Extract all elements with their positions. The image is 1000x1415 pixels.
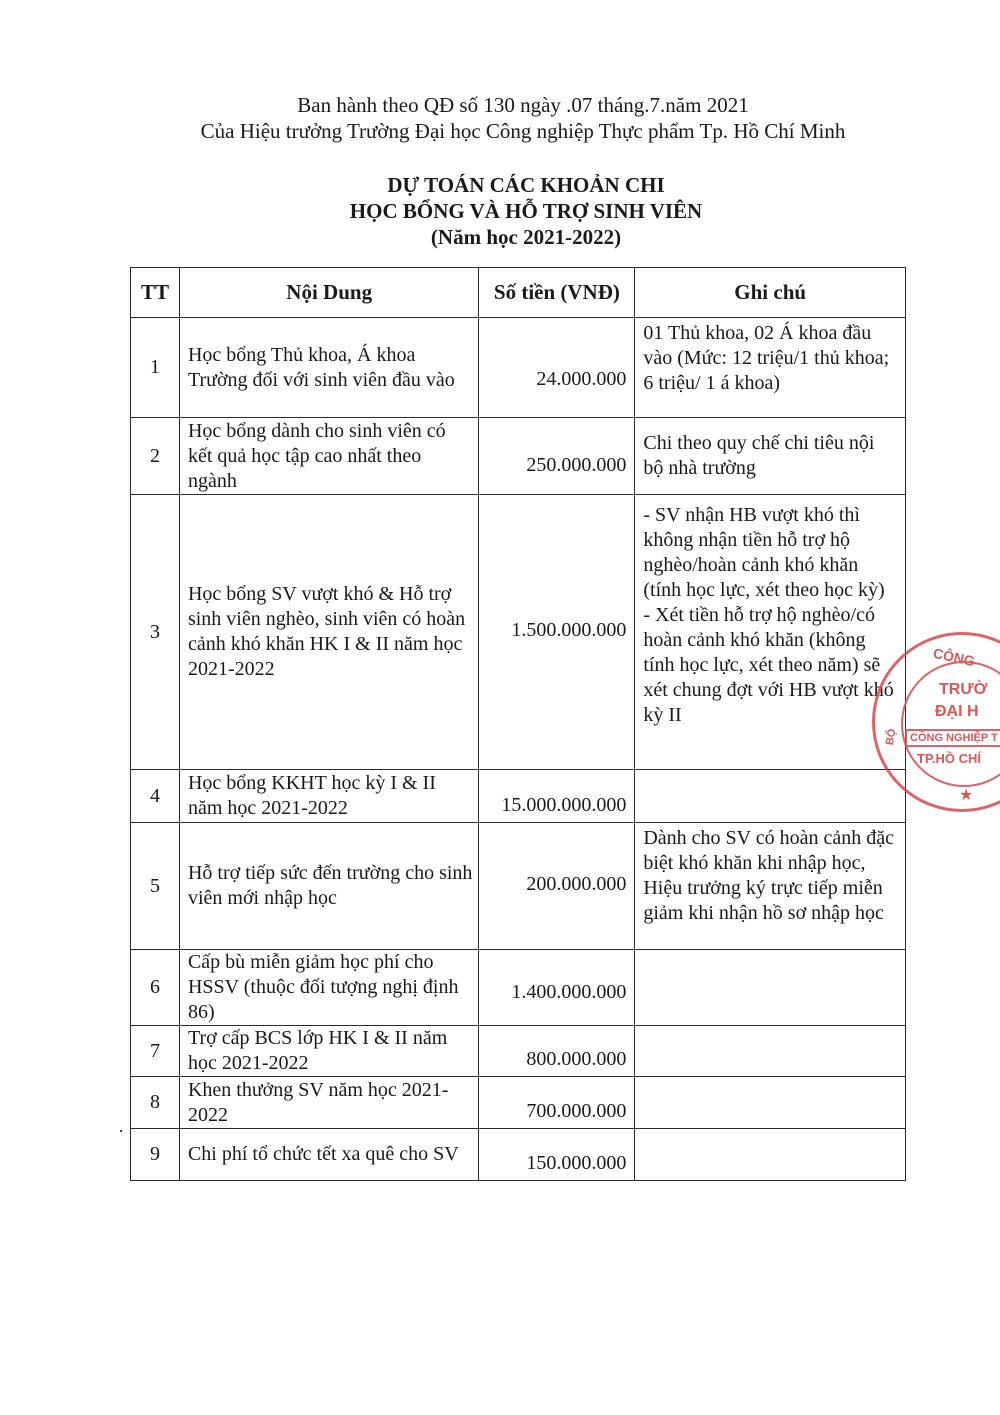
school-year: (Năm học 2021-2022) (430, 225, 622, 249)
row-number: 6 (131, 950, 180, 1026)
row-content: Học bổng SV vượt khó & Hỗ trợ sinh viên nghèo, sinh viên có hoàn cảnh khó khăn HK I & II năm học 2021-2022 (179, 495, 478, 770)
table-row (131, 823, 906, 950)
seal-inner-ring (901, 661, 1000, 787)
row-content: Chi phí tổ chức tết xa quê cho SV (179, 1129, 478, 1181)
row-content: Hỗ trợ tiếp sức đến trường cho sinh viên mới nhập học (179, 823, 478, 950)
row-number: 3 (131, 495, 180, 770)
table-header-row (131, 268, 906, 318)
scan-speck (120, 1130, 122, 1132)
row-amount: 15.000.000.000 (479, 770, 635, 823)
table-row (131, 1026, 906, 1077)
row-amount: 24.000.000 (479, 318, 635, 418)
table-row (131, 950, 906, 1026)
row-amount: 1.500.000.000 (479, 495, 635, 770)
row-number: 2 (131, 418, 180, 495)
row-note (635, 770, 906, 823)
row-number: 8 (131, 1077, 180, 1129)
row-amount: 1.400.000.000 (479, 950, 635, 1026)
row-note: Dành cho SV có hoàn cảnh đặc biệt khó khăn khi nhập học, Hiệu trưởng ký trực tiếp miễn giảm khi nhận hồ sơ nhập học (635, 823, 906, 950)
row-content: Học bổng KKHT học kỳ I & II năm học 2021-2022 (179, 770, 478, 823)
row-note: 01 Thủ khoa, 02 Á khoa đầu vào (Mức: 12 triệu/1 thủ khoa; 6 triệu/ 1 á khoa) (635, 318, 906, 418)
row-content: Trợ cấp BCS lớp HK I & II năm học 2021-2022 (179, 1026, 478, 1077)
seal-text-line-4: TP.HỒ CHÍ (917, 751, 982, 766)
row-amount: 200.000.000 (479, 823, 635, 950)
row-amount: 150.000.000 (479, 1129, 635, 1181)
row-content: Cấp bù miễn giảm học phí cho HSSV (thuộc đối tượng nghị định 86) (179, 950, 478, 1026)
row-content: Học bổng Thủ khoa, Á khoa Trường đối với sinh viên đầu vào (179, 318, 478, 418)
table-row (131, 318, 906, 418)
row-content: Khen thưởng SV năm học 2021-2022 (179, 1077, 478, 1129)
seal-star-icon: ★ (959, 787, 974, 804)
header-so-tien: Số tiền (VNĐ) (479, 268, 635, 318)
header-ghi-chu: Ghi chú (635, 268, 906, 318)
issuance-line: Ban hành theo QĐ số 130 ngày .07 tháng.7.năm 2021 (297, 93, 749, 117)
table-row (131, 495, 906, 770)
row-note: Chi theo quy chế chi tiêu nội bộ nhà trường (635, 418, 906, 495)
header-noi-dung: Nội Dung (179, 268, 478, 318)
seal-text-side: BỘ (883, 727, 899, 747)
seal-text-top: CÔNG (931, 644, 977, 670)
row-note (635, 1077, 906, 1129)
header-tt: TT (131, 268, 180, 318)
row-content: Học bổng dành cho sinh viên có kết quả học tập cao nhất theo ngành (179, 418, 478, 495)
row-note-part-1: - SV nhận HB vượt khó thì không nhận tiền hỗ trợ hộ nghèo/hoàn cảnh khó khăn (tính học lực, xét theo học kỳ) (643, 504, 885, 601)
row-number: 9 (131, 1129, 180, 1181)
table-row (131, 418, 906, 495)
row-number: 5 (131, 823, 180, 950)
row-number: 4 (131, 770, 180, 823)
budget-table (130, 267, 906, 1181)
row-note (635, 1129, 906, 1181)
seal-text-line-3: CÔNG NGHIỆP T (905, 729, 1000, 747)
table-row (131, 1129, 906, 1181)
row-number: 1 (131, 318, 180, 418)
document-subtitle: HỌC BỔNG VÀ HỖ TRỢ SINH VIÊN (349, 199, 703, 223)
table-row (131, 770, 906, 823)
issuer-line: Của Hiệu trưởng Trường Đại học Công nghiệp Thực phẩm Tp. Hồ Chí Minh (200, 119, 846, 143)
table-row (131, 1077, 906, 1129)
row-amount: 700.000.000 (479, 1077, 635, 1129)
row-number: 7 (131, 1026, 180, 1077)
seal-text-line-1: TRƯỜ (939, 681, 988, 698)
row-note (635, 1026, 906, 1077)
row-amount: 800.000.000 (479, 1026, 635, 1077)
row-amount: 250.000.000 (479, 418, 635, 495)
seal-text-line-2: ĐẠI H (935, 703, 979, 720)
document-title: DỰ TOÁN CÁC KHOẢN CHI (387, 173, 665, 197)
row-note (635, 950, 906, 1026)
row-note (635, 495, 906, 770)
row-note-part-2: - Xét tiền hỗ trợ hộ nghèo/có hoàn cảnh khó khăn (không tính học lực, xét theo năm) sẽ xét chung đợt với HB vượt khó kỳ II (643, 604, 894, 726)
